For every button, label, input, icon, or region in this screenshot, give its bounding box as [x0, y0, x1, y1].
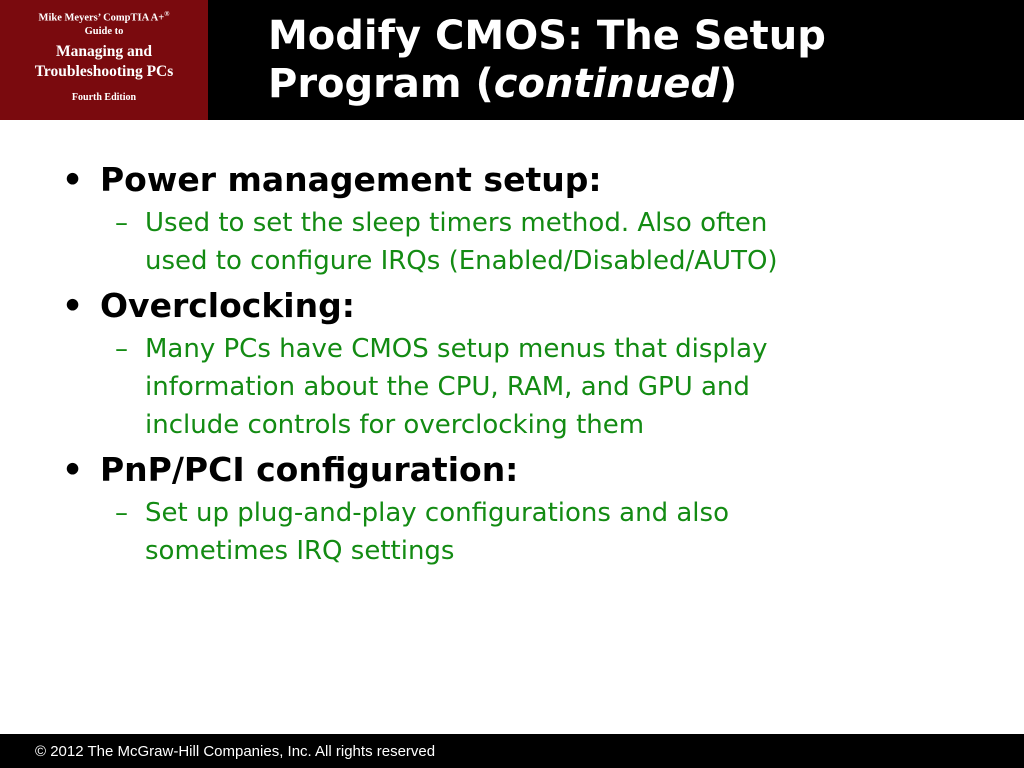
- book-badge: [0, 0, 208, 120]
- bullet-label: Overclocking:: [100, 286, 355, 325]
- bullet-marker: •: [62, 286, 84, 325]
- bullet-label: Power management setup:: [100, 160, 602, 199]
- sub-bullet-line: sometimes IRQ settings: [145, 536, 455, 566]
- sub-bullet-line: Many PCs have CMOS setup menus that display: [145, 334, 768, 364]
- slide-title-line-1: Modify CMOS: The Setup: [268, 13, 826, 59]
- badge-edition: Fourth Edition: [71, 91, 137, 103]
- bullet-marker: •: [62, 160, 84, 199]
- bullet-overclocking: [62, 286, 962, 326]
- bullet-pnp-pci: [62, 450, 962, 490]
- slide-title: [268, 12, 1008, 108]
- sub-bullet-line: include controls for overclocking them: [145, 410, 645, 440]
- bullet-marker: •: [62, 450, 84, 489]
- sub-bullet-power-management: [115, 204, 962, 280]
- sub-bullet-pnp-pci: [115, 494, 962, 570]
- badge-series-line: Mike Meyers’ CompTIA A+®: [38, 10, 170, 24]
- bullet-power-management: [62, 160, 962, 200]
- sub-bullet-line: Set up plug-and-play configurations and also: [145, 498, 729, 528]
- badge-guide-line: Guide to: [84, 25, 124, 37]
- badge-title-line-1: Managing and: [55, 42, 153, 60]
- badge-title-line-2: Troubleshooting PCs: [34, 62, 174, 80]
- sub-bullet-line: used to configure IRQs (Enabled/Disabled/AUTO): [145, 246, 778, 276]
- slide-content: [62, 160, 962, 576]
- slide-title-line-2: Program (continued): [268, 61, 738, 107]
- sub-bullet-marker: –: [115, 208, 128, 238]
- sub-bullet-marker: –: [115, 334, 128, 364]
- sub-bullet-line: information about the CPU, RAM, and GPU and: [145, 372, 750, 402]
- bullet-label: PnP/PCI configuration:: [100, 450, 519, 489]
- sub-bullet-marker: –: [115, 498, 128, 528]
- sub-bullet-overclocking: [115, 330, 962, 444]
- footer-bar: [0, 734, 1024, 768]
- sub-bullet-line: Used to set the sleep timers method. Also often: [145, 208, 768, 238]
- copyright-notice: © 2012 The McGraw-Hill Companies, Inc. All rights reserved: [35, 743, 436, 760]
